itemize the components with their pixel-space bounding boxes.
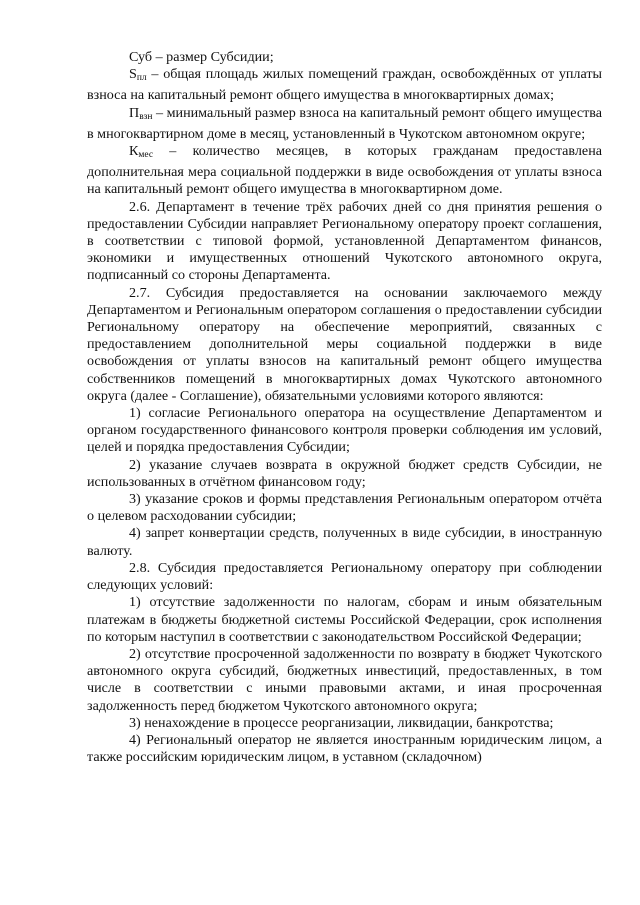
list-item-2-8-2: 2) отсутствие просроченной задолженности по возврату в бюджет Чукотского автономного округа субсидий, бюджетных инвестиций, предоставленных, в том числе в соответствии с иными правовыми актами, и иная просроченная задолженность перед бюджетом Чукотского автономного округа; — [87, 645, 602, 714]
paragraph-fee-definition — [87, 105, 602, 143]
paragraph-clause-2-8: 2.8. Субсидия предоставляется Региональному оператору при соблюдении следующих условий: — [87, 559, 602, 594]
paragraph-sub-definition — [87, 49, 602, 66]
paragraph-clause-2-6: 2.6. Департамент в течение трёх рабочих дней со дня принятия решения о предоставлении Субсидии направляет Региональному оператору проект соглашения, в соответствии с типовой формой, установленной Департаментом финансов, экономики и имущественных отношений Чукотского автономного округа, подписанный со стороны Департамента. — [87, 198, 602, 284]
paragraph-text: – минимальный размер взноса на капитальный ремонт общего имущества в многоквартирном доме в месяц, установленный в Чукотском автономном округе; — [87, 104, 602, 142]
paragraph-clause-2-7: 2.7. Субсидия предоставляется на основании заключаемого между Департаментом и Региональным оператором соглашения о предоставлении субсидии Региональному оператору на обеспечение мероприятий, связанных с предоставлением дополнительной меры социальной поддержки в виде освобождения от уплаты взносов на капитальный ремонт общего имущества собственников помещений в многоквартирных домах Чукотского автономного округа (далее - Соглашение), обязательными условиями которого являются: — [87, 284, 602, 404]
paragraph-months-definition — [87, 143, 602, 199]
list-item-2-8-3: 3) ненахождение в процессе реорганизации, ликвидации, банкротства; — [129, 714, 554, 731]
list-item-2-8-1: 1) отсутствие задолженности по налогам, сборам и иным обязательным платежам в бюджеты бюджетной системы Российской Федерации, срок исполнения по которым наступил в соответствии с законодательством Российской Федерации; — [87, 594, 602, 645]
paragraph-text: Суб – размер Субсидии; — [129, 49, 274, 65]
formula-subscript: взн — [139, 111, 153, 122]
formula-subscript: мес — [138, 150, 154, 161]
paragraph-text: – количество месяцев, в которых гражданам предоставлена дополнительная мера социальной поддержки в виде освобождения от уплаты взноса на капитальный ремонт общего имущества в многоквартирном доме. — [87, 143, 602, 198]
formula-symbol: П — [129, 104, 140, 121]
list-item-2-7-1: 1) согласие Регионального оператора на осуществление Департаментом и органом государственного финансового контроля проверки соблюдения им условий, целей и порядка предоставления Субсидии; — [87, 405, 602, 456]
paragraph-area-definition — [87, 66, 602, 104]
formula-symbol: К — [129, 143, 139, 160]
formula-symbol: S — [129, 66, 137, 83]
list-item-2-7-4: 4) запрет конвертации средств, полученных в виде субсидии, в иностранную валюту. — [87, 525, 602, 559]
formula-subscript: пл — [136, 73, 147, 84]
list-item-2-8-4: 4) Региональный оператор не является иностранным юридическим лицом, а также российским юридическим лицом, в уставном (складочном) — [87, 731, 602, 766]
list-item-2-7-2: 2) указание случаев возврата в окружной бюджет средств Субсидии, не использованных в отчётном финансовом году; — [87, 456, 602, 490]
paragraph-text: – общая площадь жилых помещений граждан, освобождённых от уплаты взноса на капитальный ремонт общего имущества в многоквартирных домах; — [87, 66, 602, 104]
list-item-2-7-3: 3) указание сроков и формы представления Региональным оператором отчёта о целевом расходовании субсидии; — [87, 491, 602, 525]
